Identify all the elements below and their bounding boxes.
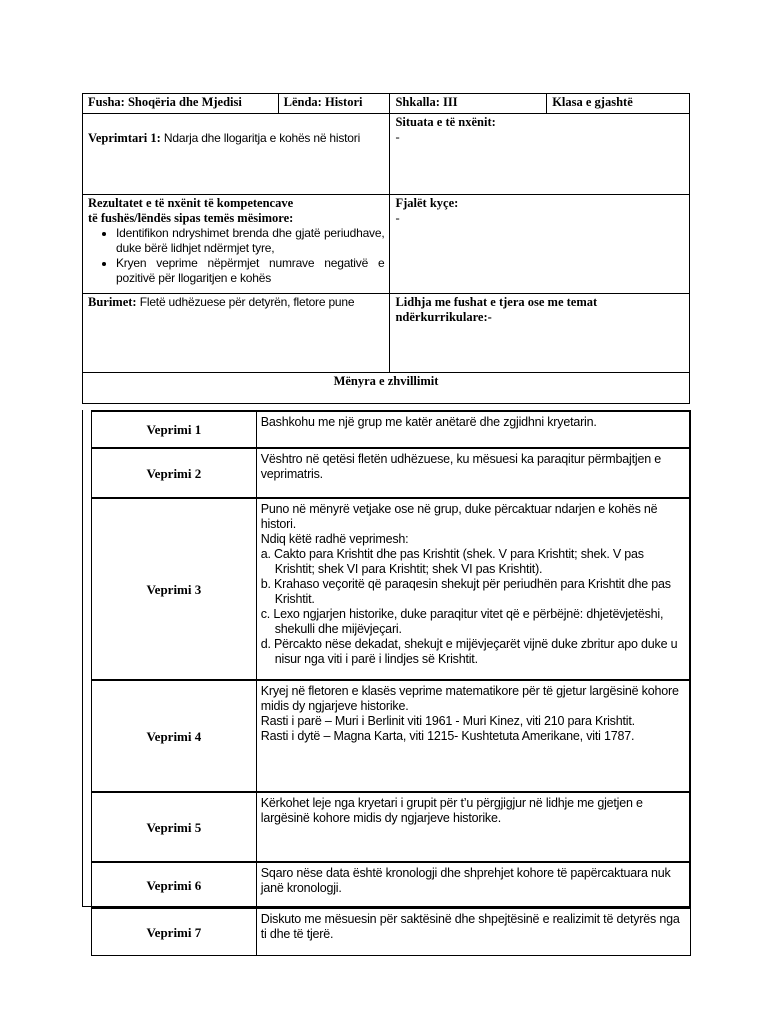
step-content xyxy=(256,792,690,862)
step-content xyxy=(256,498,690,680)
step-line: Ndiq këtë radhë veprimesh: xyxy=(260,532,409,546)
step-label: Veprimi 5 xyxy=(92,792,257,862)
step-line: Bashkohu me një grup me katër anëtarë dhe zgjidhni kryetarin. xyxy=(260,415,597,429)
step-row xyxy=(92,411,691,448)
lidhja-cell: Lidhja me fushat e tjera ose me temat ndërkurrikulare:- xyxy=(390,294,690,373)
lenda-cell: Lënda: Histori xyxy=(278,94,390,114)
lesson-plan-table xyxy=(82,93,690,404)
rezultatet-label-1: Rezultatet e të nxënit të kompetencave xyxy=(88,196,294,210)
step-row xyxy=(92,792,691,862)
step-line: d. Përcakto nëse dekadat, shekujt e mijëvjeçarët vijnë duke zbritur apo duke u nisur nga viti i parë i lindjes së Krishtit. xyxy=(260,637,678,666)
veprimtari-label: Veprimtari 1: xyxy=(88,131,161,145)
burimet-row xyxy=(83,294,690,373)
burimet-text: Fletë udhëzuese për detyrën, fletore pune xyxy=(139,295,355,309)
step-line: Vështro në qetësi fletën udhëzuese, ku mësuesi ka paraqitur përmbajtjen e veprimatris. xyxy=(260,452,661,481)
step-line: Sqaro nëse data është kronologji dhe shprehjet kohore të papërcaktuara nuk janë kronologji. xyxy=(260,866,671,895)
step-label: Veprimi 1 xyxy=(92,411,257,448)
header-row xyxy=(83,94,690,114)
step-line: Kërkohet leje nga kryetari i grupit për t’u përgjigjur në lidhje me gjetjen e largësinë kohore midis dy ngjarjeve historike. xyxy=(260,796,643,825)
step-content xyxy=(256,680,690,792)
fjalet-label: Fjalët kyçe: xyxy=(395,196,459,210)
burimet-label: Burimet: xyxy=(88,295,137,309)
step-row xyxy=(92,862,691,908)
rezultatet-label-2: të fushës/lëndës sipas temës mësimore: xyxy=(88,211,294,225)
step-row xyxy=(92,908,691,956)
step-line: b. Krahaso veçoritë që paraqesin shekujt për periudhën para Krishtit dhe pas Krishtit. xyxy=(260,577,671,606)
step-content xyxy=(256,862,690,908)
step-line: Rasti i dytë – Magna Karta, viti 1215- Kushtetuta Amerikane, viti 1787. xyxy=(260,729,635,743)
situata-value: - xyxy=(395,130,400,144)
step-line: Kryej në fletoren e klasës veprime matematikore për të gjetur largësinë kohore midis dy ngjarjeve historike. xyxy=(260,684,679,713)
step-content xyxy=(256,411,690,448)
step-row xyxy=(92,448,691,498)
rezultatet-row xyxy=(83,195,690,294)
step-content xyxy=(256,908,690,956)
step-line: c. Lexo ngjarjen historike, duke paraqitur vitet që e përbëjnë: dhjetëvjetëshi, shekulli dhe mijëvjeçari. xyxy=(260,607,664,636)
step-label: Veprimi 4 xyxy=(92,680,257,792)
step-row xyxy=(92,680,691,792)
burimet-cell xyxy=(83,294,390,373)
rezultatet-list xyxy=(88,226,384,286)
step-row xyxy=(92,498,691,680)
menyra-title: Mënyra e zhvillimit xyxy=(83,373,690,404)
fjalet-value: - xyxy=(395,211,400,225)
step-label: Veprimi 2 xyxy=(92,448,257,498)
rezultatet-item: • Identifikon ndryshimet brenda dhe gjatë periudhave, duke bërë lidhjet ndërmjet tyre, xyxy=(116,226,384,256)
veprimtari-cell xyxy=(83,114,390,195)
rezultatet-item: • Kryen veprime nëpërmjet numrave negativë e pozitivë për llogaritjen e kohës xyxy=(116,256,384,286)
step-label: Veprimi 7 xyxy=(92,908,257,956)
veprimtari-row xyxy=(83,114,690,195)
step-content xyxy=(256,448,690,498)
situata-cell xyxy=(390,114,690,195)
step-line: Diskuto me mësuesin për saktësinë dhe shpejtësinë e realizimit të detyrës nga ti dhe të tjerë. xyxy=(260,912,680,941)
fjalet-cell xyxy=(390,195,690,294)
situata-label: Situata e të nxënit: xyxy=(395,115,496,129)
rezultatet-cell xyxy=(83,195,390,294)
step-line: a. Cakto para Krishtit dhe pas Krishtit (shek. V para Krishtit; shek. V pas Krishtit; shek VI para Krishtit; shek VI pas Krishtit). xyxy=(260,547,644,576)
menyra-row xyxy=(83,373,690,404)
veprimtari-text: Ndarja dhe llogaritja e kohës në histori xyxy=(163,131,361,145)
step-line: Puno në mënyrë vetjake ose në grup, duke përcaktuar ndarjen e kohës në histori. xyxy=(260,502,658,531)
shkalla-cell: Shkalla: III xyxy=(390,94,547,114)
fusha-cell: Fusha: Shoqëria dhe Mjedisi xyxy=(83,94,279,114)
klasa-cell: Klasa e gjashtë xyxy=(547,94,690,114)
steps-section xyxy=(82,410,690,941)
step-label: Veprimi 3 xyxy=(92,498,257,680)
steps-table xyxy=(91,410,691,956)
step-line: Rasti i parë – Muri i Berlinit viti 1961 - Muri Kinez, viti 210 para Krishtit. xyxy=(260,714,635,728)
step-label: Veprimi 6 xyxy=(92,862,257,908)
